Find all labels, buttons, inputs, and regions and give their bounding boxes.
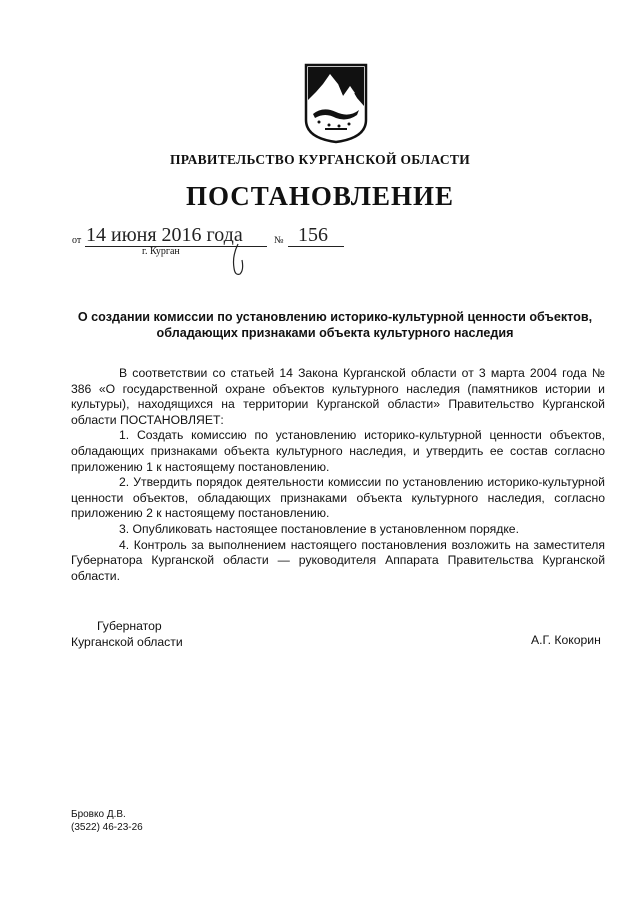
body-item-1: 1. Создать комиссию по установлению историко-культурной ценности объектов, обладающих признаками объекта культурного наследия, и утвердить ее состав согласно приложению 1 к настоящему постановлению. [71,428,605,474]
handwritten-number: 156 [298,224,328,246]
signatory-title-line-1: Губернатор [97,619,162,633]
body-item-4: 4. Контроль за выполнением настоящего постановления возложить на заместителя Губернатора Курганской области — руководителя Аппарата Правительства Курганской области. [71,537,605,583]
signatory-title [71,618,183,650]
executor-contact [71,808,143,834]
number-label: № [274,235,284,246]
date-number-row [72,226,372,254]
handwritten-date: 14 июня 2016 года [86,224,243,246]
body-intro-paragraph: В соответствии со статьей 14 Закона Курганской области от 3 марта 2004 года № 386 «О государственной охране объектов культурного наследия (памятников истории и культуры), находящихся на территории Курганской области» Правительство Курганской области ПОСТАНОВЛЯЕТ: [71,366,605,427]
handwritten-stroke-icon [226,242,248,278]
document-title [60,309,610,341]
body-item-2: 2. Утвердить порядок деятельности комиссии по установлению историко-культурной ценности объектов, обладающих признаками объекта культурного наследия, согласно приложению 2 к настоящему постановлению. [71,475,605,521]
signatory-title-line-2: Курганской области [71,635,183,649]
body-item-3: 3. Опубликовать настоящее постановление в установленном порядке. [119,521,519,536]
executor-phone: (3522) 46-23-26 [71,822,143,833]
document-type-heading: ПОСТАНОВЛЕНИЕ [185,181,455,211]
executor-name: Бровко Д.В. [71,809,126,820]
organization-name: ПРАВИТЕЛЬСТВО КУРГАНСКОЙ ОБЛАСТИ [169,152,471,167]
coat-of-arms-icon [303,62,369,144]
city-label: г. Курган [142,246,180,257]
signatory-name: А.Г. Кокорин [531,633,601,647]
title-line-1: О создании комиссии по установлению историко-культурной ценности объектов, [77,310,593,324]
document-body [71,366,605,584]
date-from-label: от [72,235,82,246]
title-line-2: обладающих признаками объекта культурного наследия [156,326,514,340]
